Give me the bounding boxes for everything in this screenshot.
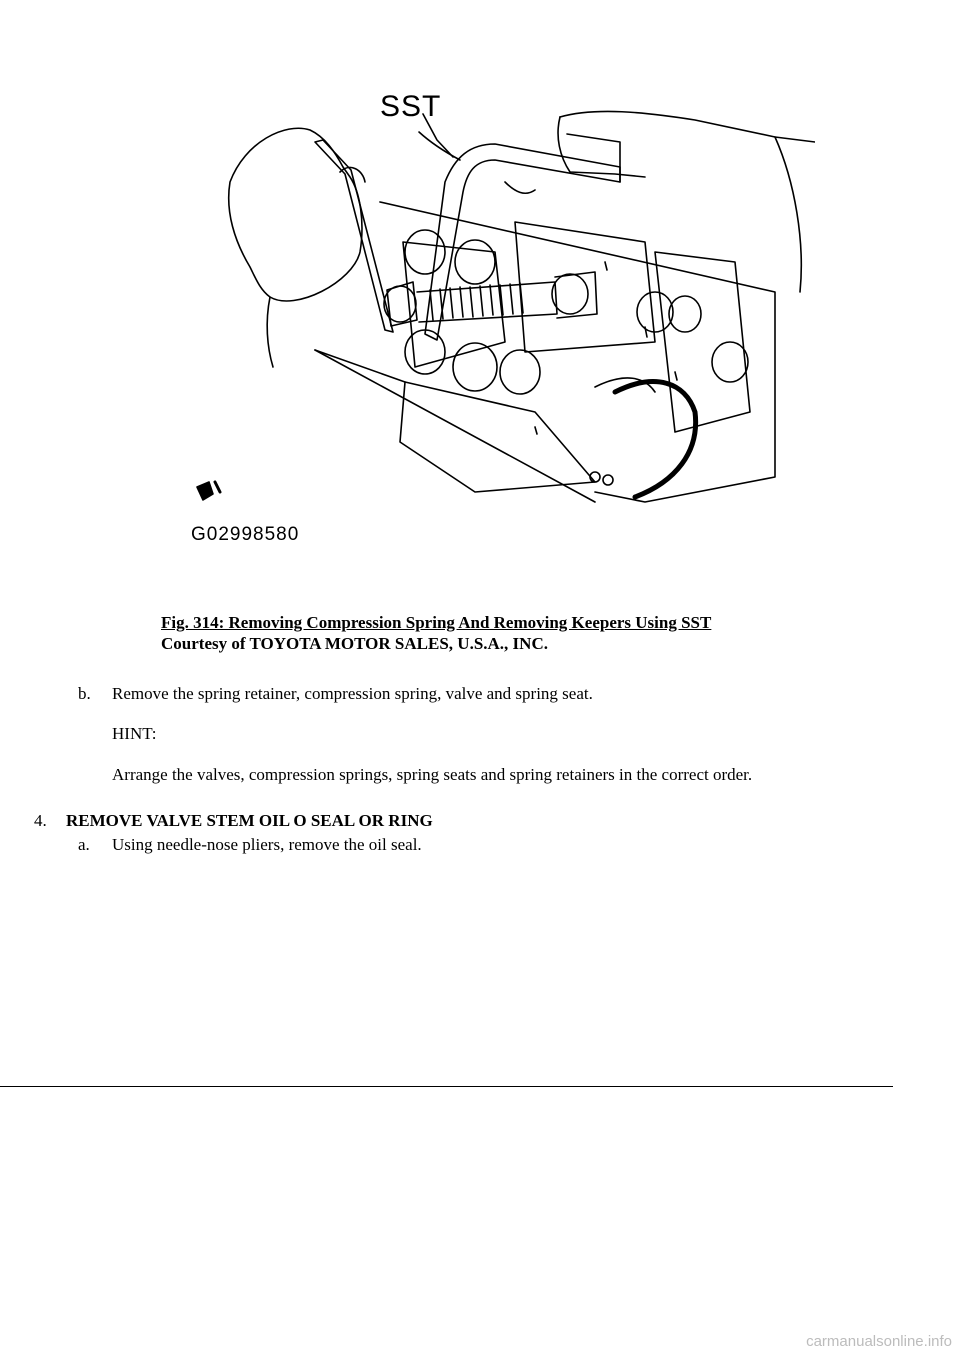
figure-credit: Courtesy of TOYOTA MOTOR SALES, U.S.A., INC. — [161, 634, 548, 653]
step-4-number: 4. — [34, 811, 47, 830]
step-a-text: Using needle-nose pliers, remove the oil seal. — [112, 835, 422, 854]
figure-title: Fig. 314: Removing Compression Spring And Removing Keepers Using SST — [161, 613, 712, 632]
step-4-title: REMOVE VALVE STEM OIL O SEAL OR RING — [66, 811, 433, 830]
hint-text: Arrange the valves, compression springs, spring seats and spring retainers in the correct order. — [112, 765, 753, 784]
sst-callout-label: SST — [380, 90, 442, 123]
figure-illustration — [175, 82, 815, 552]
hint-label: HINT: — [112, 724, 157, 743]
valve-spring-compressor-drawing — [175, 82, 815, 552]
figure-code: G02998580 — [191, 524, 300, 545]
step-b-marker: b. — [78, 684, 91, 703]
step-b-text: Remove the spring retainer, compression spring, valve and spring seat. — [112, 684, 593, 703]
step-a-marker: a. — [78, 835, 90, 854]
page-divider — [0, 1086, 893, 1087]
figure-caption — [161, 612, 711, 654]
site-watermark: carmanualsonline.info — [806, 1333, 952, 1350]
